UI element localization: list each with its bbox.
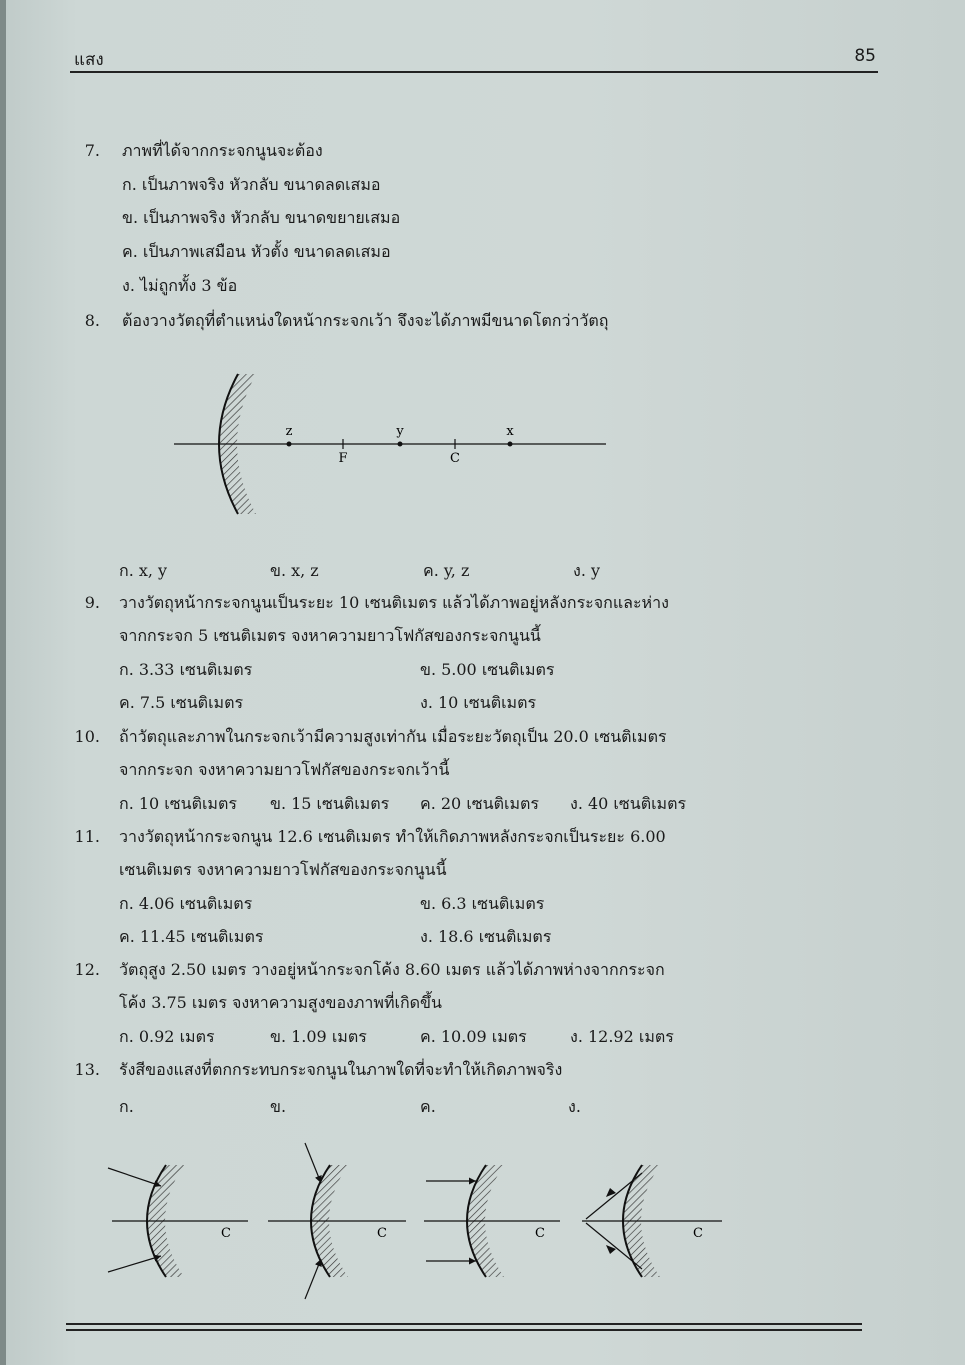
question-9-line-2: จากกระจก 5 เซนติเมตร จงหาความยาวโฟกัสของกระจกนูนนี้	[119, 626, 541, 645]
q10-option-2: ข. 15 เซนติเมตร	[270, 794, 390, 813]
footer-rule-2	[66, 1329, 862, 1331]
label-C: C	[450, 451, 460, 466]
q7-option-1: ก. เป็นภาพจริง หัวกลับ ขนาดลดเสมอ	[122, 175, 381, 194]
question-text-line-1: ถ้าวัตถุและภาพในกระจกเว้ามีความสูงเท่ากัน เมื่อระยะวัตถุเป็น 20.0 เซนติเมตร	[119, 727, 667, 746]
q11-option-3: ค. 11.45 เซนติเมตร	[119, 927, 264, 946]
question-11-line-2: เซนติเมตร จงหาความยาวโฟกัสของกระจกนูนนี้	[119, 860, 447, 879]
q10-option-1: ก. 10 เซนติเมตร	[119, 794, 237, 813]
q13-label-b: ข.	[270, 1097, 287, 1116]
q13-label-c: ค.	[420, 1097, 436, 1116]
chapter-title: แสง	[74, 50, 104, 70]
ray-diagram-d	[582, 1165, 722, 1277]
incident-ray-upper	[108, 1168, 161, 1186]
page-header	[72, 46, 878, 70]
point-z	[287, 442, 292, 447]
incident-ray-lower	[108, 1256, 161, 1272]
question-10-line-2: จากกระจก จงหาความยาวโฟกัสของกระจกเว้านี้	[119, 760, 450, 779]
incident-ray-upper	[305, 1143, 321, 1183]
question-number: 11.	[74, 827, 100, 846]
q10-option-4: ง. 40 เซนติเมตร	[570, 794, 687, 813]
q11-option-1: ก. 4.06 เซนติเมตร	[119, 894, 253, 913]
q7-option-2: ข. เป็นภาพจริง หัวกลับ ขนาดขยายเสมอ	[122, 208, 401, 227]
page-number: 85	[854, 46, 876, 66]
question-number: 12.	[74, 960, 100, 979]
q12-option-2: ข. 1.09 เมตร	[270, 1027, 367, 1046]
question-text-line-1: วางวัตถุหน้ากระจกนูนเป็นระยะ 10 เซนติเมตร แล้วได้ภาพอยู่หลังกระจกและห่าง	[119, 593, 669, 612]
q9-option-2: ข. 5.00 เซนติเมตร	[420, 660, 555, 679]
label-C: C	[693, 1226, 703, 1241]
question-text-line-1: วัตถุสูง 2.50 เมตร วางอยู่หน้ากระจกโค้ง 8.60 เมตร แล้วได้ภาพห่างจากกระจก	[119, 960, 665, 979]
q12-option-1: ก. 0.92 เมตร	[119, 1027, 215, 1046]
question-text: ภาพที่ได้จากกระจกนูนจะต้อง	[122, 141, 323, 160]
q7-option-4: ง. ไม่ถูกทั้ง 3 ข้อ	[122, 276, 238, 295]
question-number: 13.	[74, 1060, 100, 1079]
question-number: 7.	[84, 141, 100, 160]
label-F: F	[338, 451, 348, 466]
label-C: C	[221, 1226, 231, 1241]
question-number: 10.	[74, 727, 100, 746]
q12-option-3: ค. 10.09 เมตร	[420, 1027, 527, 1046]
ray-diagram-a	[108, 1165, 248, 1277]
question-text: ต้องวางวัตถุที่ตำแหน่งใดหน้ากระจกเว้า จึงจะได้ภาพมีขนาดโตกว่าวัตถุ	[122, 311, 609, 330]
q11-option-4: ง. 18.6 เซนติเมตร	[420, 927, 552, 946]
q12-option-4: ง. 12.92 เมตร	[570, 1027, 674, 1046]
ray-diagram-b	[268, 1143, 406, 1299]
label-x: x	[506, 424, 514, 439]
convex-mirror-ray-diagrams	[100, 1135, 730, 1305]
point-y	[398, 442, 403, 447]
question-text: รังสีของแสงที่ตกกระทบกระจกนูนในภาพใดที่จะทำให้เกิดภาพจริง	[119, 1060, 563, 1079]
question-number: 9.	[84, 593, 100, 612]
q11-option-2: ข. 6.3 เซนติเมตร	[420, 894, 545, 913]
q7-option-3: ค. เป็นภาพเสมือน หัวตั้ง ขนาดลดเสมอ	[122, 242, 391, 261]
q8-option-2: ข. x, z	[270, 561, 319, 580]
footer-rule-1	[66, 1323, 862, 1325]
label-C: C	[535, 1226, 545, 1241]
q9-option-4: ง. 10 เซนติเมตร	[420, 693, 537, 712]
q13-label-d: ง.	[568, 1097, 581, 1116]
binding-edge	[0, 0, 6, 1365]
label-C: C	[377, 1226, 387, 1241]
question-number: 8.	[84, 311, 100, 330]
q9-option-3: ค. 7.5 เซนติเมตร	[119, 693, 244, 712]
label-z: z	[285, 424, 293, 439]
q8-option-3: ค. y, z	[423, 561, 470, 580]
header-rule	[70, 71, 878, 73]
question-12-line-2: โค้ง 3.75 เมตร จงหาความสูงของภาพที่เกิดขึ้น	[119, 993, 442, 1012]
q8-option-1: ก. x, y	[119, 561, 168, 580]
q9-option-1: ก. 3.33 เซนติเมตร	[119, 660, 253, 679]
q13-label-a: ก.	[119, 1097, 134, 1116]
point-x	[508, 442, 513, 447]
question-text-line-1: วางวัตถุหน้ากระจกนูน 12.6 เซนติเมตร ทำให้เกิดภาพหลังกระจกเป็นระยะ 6.00	[119, 827, 666, 846]
label-y: y	[396, 424, 404, 439]
q8-option-4: ง. y	[573, 561, 601, 580]
concave-mirror-diagram	[160, 368, 620, 520]
q10-option-3: ค. 20 เซนติเมตร	[420, 794, 539, 813]
ray-diagram-c	[424, 1165, 560, 1277]
incident-ray-lower	[305, 1259, 321, 1299]
